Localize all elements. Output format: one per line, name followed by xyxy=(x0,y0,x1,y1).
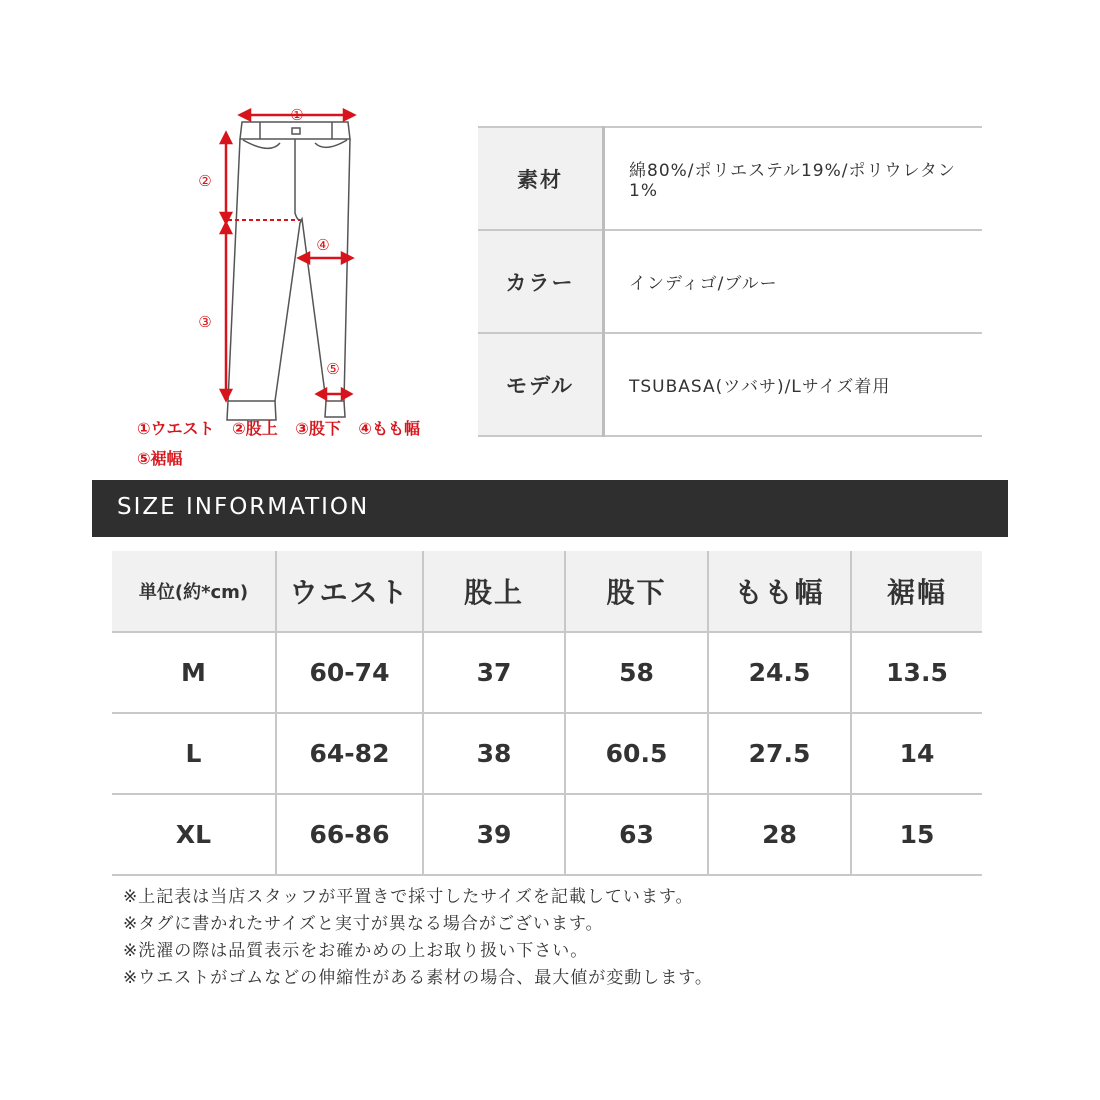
spec-row-material xyxy=(478,127,982,230)
legend-thigh: ④もも幅 xyxy=(358,419,420,438)
spec-row-model xyxy=(478,333,982,436)
column-header-inseam: 股下 xyxy=(565,551,708,632)
size-table xyxy=(112,551,982,876)
legend-inseam: ③股下 xyxy=(295,419,341,438)
marker-1: ① xyxy=(290,106,304,124)
spec-value: TSUBASA(ツバサ)/Lサイズ着用 xyxy=(604,333,983,436)
table-cell: 14 xyxy=(851,713,982,794)
column-header-waist: ウエスト xyxy=(276,551,423,632)
size-label: M xyxy=(112,632,276,713)
table-row xyxy=(112,794,982,875)
table-cell: 13.5 xyxy=(851,632,982,713)
marker-3: ③ xyxy=(198,313,212,331)
note-line: ※ウエストがゴムなどの伸縮性がある素材の場合、最大値が変動します。 xyxy=(123,968,713,988)
marker-4: ④ xyxy=(316,236,330,254)
table-cell: 38 xyxy=(423,713,565,794)
table-cell: 28 xyxy=(708,794,851,875)
unit-header: 単位(約*cm) xyxy=(112,551,276,632)
size-table-header-row xyxy=(112,551,982,632)
diagram-legend xyxy=(137,414,432,474)
marker-2: ② xyxy=(198,172,212,190)
column-header-hem: 裾幅 xyxy=(851,551,982,632)
spec-value: 綿80%/ポリエステル19%/ポリウレタン1% xyxy=(604,127,983,230)
product-spec-table xyxy=(478,126,982,437)
section-title: SIZE INFORMATION xyxy=(117,494,370,520)
size-information-header xyxy=(92,480,1008,537)
table-cell: 39 xyxy=(423,794,565,875)
spec-label: 素材 xyxy=(478,127,604,230)
table-cell: 37 xyxy=(423,632,565,713)
note-line: ※タグに書かれたサイズと実寸が異なる場合がございます。 xyxy=(123,914,604,934)
table-row xyxy=(112,632,982,713)
table-cell: 60-74 xyxy=(276,632,423,713)
note-line: ※洗濯の際は品質表示をお確かめの上お取り扱い下さい。 xyxy=(123,941,589,961)
column-header-thigh: もも幅 xyxy=(708,551,851,632)
size-label: XL xyxy=(112,794,276,875)
spec-label: カラー xyxy=(478,230,604,333)
spec-label: モデル xyxy=(478,333,604,436)
table-cell: 63 xyxy=(565,794,708,875)
table-cell: 64-82 xyxy=(276,713,423,794)
note-line: ※上記表は当店スタッフが平置きで採寸したサイズを記載しています。 xyxy=(123,887,694,907)
legend-waist: ①ウエスト xyxy=(137,419,215,438)
measurement-notes xyxy=(123,884,713,992)
size-label: L xyxy=(112,713,276,794)
table-cell: 15 xyxy=(851,794,982,875)
table-cell: 60.5 xyxy=(565,713,708,794)
marker-5: ⑤ xyxy=(326,360,340,378)
legend-rise: ②股上 xyxy=(232,419,278,438)
spec-row-color xyxy=(478,230,982,333)
column-header-rise: 股上 xyxy=(423,551,565,632)
spec-value: インディゴ/ブルー xyxy=(604,230,983,333)
table-cell: 24.5 xyxy=(708,632,851,713)
table-row xyxy=(112,713,982,794)
table-cell: 66-86 xyxy=(276,794,423,875)
table-cell: 27.5 xyxy=(708,713,851,794)
table-cell: 58 xyxy=(565,632,708,713)
legend-hem: ⑤裾幅 xyxy=(137,449,183,468)
